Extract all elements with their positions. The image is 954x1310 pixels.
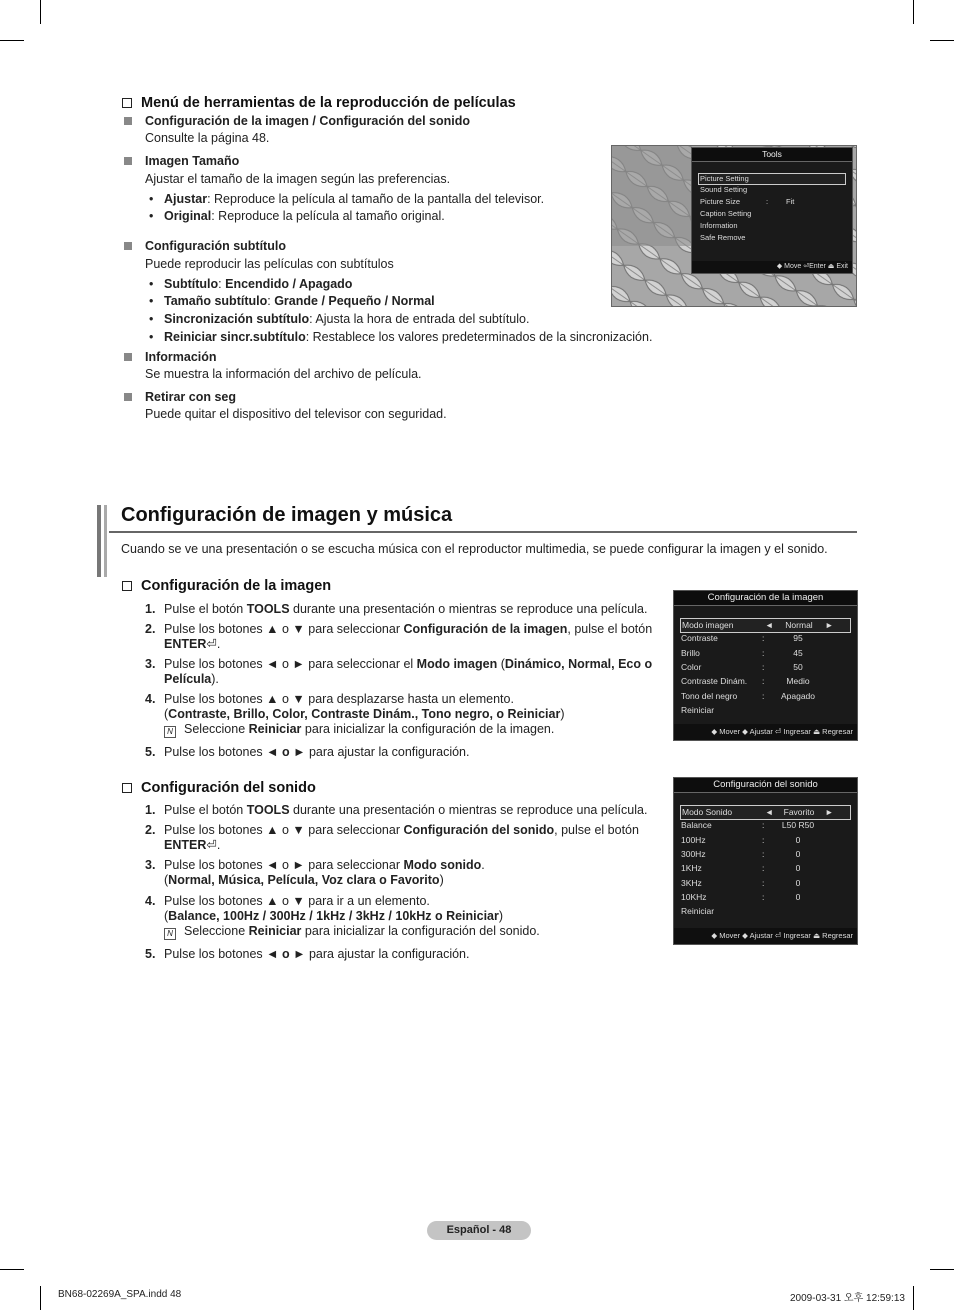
- page-number-badge: Español - 48: [427, 1221, 531, 1240]
- osd-item-value: Apagado: [780, 690, 816, 701]
- osd-item-value: 45: [793, 647, 803, 658]
- step-item: [145, 823, 639, 853]
- osd-menu-item[interactable]: [680, 877, 851, 890]
- osd-menu-item[interactable]: [680, 618, 851, 633]
- checkbox-icon: [122, 98, 132, 108]
- osd-item-value: Normal: [785, 620, 813, 630]
- osd-item-label: 10KHz: [681, 891, 707, 902]
- osd-item-label: Modo imagen: [682, 620, 734, 630]
- item-desc: Ajustar el tamaño de la imagen según las preferencias.: [145, 172, 451, 186]
- step-number: 2.: [145, 622, 156, 636]
- osd-menu-item[interactable]: [680, 848, 851, 861]
- item-title: [124, 114, 470, 128]
- title-underline: [109, 531, 857, 533]
- tools-menu-item[interactable]: Sound Setting: [700, 185, 748, 194]
- right-arrow-icon[interactable]: ►: [825, 620, 834, 630]
- step-item: [145, 622, 652, 652]
- osd-menu-item[interactable]: [680, 675, 851, 688]
- item-desc: Consulte la página 48.: [145, 131, 270, 145]
- step-number: 5.: [145, 947, 156, 961]
- item-title-text: Imagen Tamaño: [145, 154, 240, 168]
- step-item: [145, 657, 652, 687]
- item-title-text: Configuración de la imagen / Configuración del sonido: [145, 114, 471, 128]
- image-heading-text: Configuración de la imagen: [141, 578, 332, 594]
- step-text: Pulse los botones ◄ o ► para ajustar la configuración.: [164, 745, 470, 759]
- osd-menu-item[interactable]: [680, 805, 851, 820]
- item-desc: Puede reproducir las películas con subtítulos: [145, 257, 394, 271]
- sound-menu-title: Configuración del sonido: [674, 778, 857, 793]
- step-item: [145, 803, 647, 818]
- step-text: Pulse los botones ◄ o ► para ajustar la configuración.: [164, 947, 470, 961]
- osd-menu-item[interactable]: [680, 819, 851, 832]
- step-number: 4.: [145, 894, 156, 908]
- item-desc: Puede quitar el dispositivo del televisor con seguridad.: [145, 407, 447, 421]
- image-menu-title: Configuración de la imagen: [674, 591, 857, 606]
- osd-item-label: 3KHz: [681, 877, 702, 888]
- step-text: Pulse los botones ▲ o ▼ para ir a un elemento. (Balance, 100Hz / 300Hz / 1kHz / 3kHz / 10kHz o Reiniciar) N Seleccione Reiniciar para inicializar la configuración del sonido.: [164, 894, 540, 938]
- step-text: Pulse el botón TOOLS durante una presentación o mientras se reproduce una película.: [164, 803, 648, 817]
- image-menu-footer: ◆ Mover ◆ Ajustar ⏎ Ingresar ⏏ Regresar: [674, 724, 857, 740]
- tools-menu: [691, 147, 853, 274]
- osd-item-label: Tono del negro: [681, 690, 738, 701]
- osd-colon: :: [762, 848, 765, 859]
- step-number: 4.: [145, 692, 156, 706]
- osd-item-label: 100Hz: [681, 834, 706, 845]
- osd-menu-item[interactable]: [680, 891, 851, 904]
- bullet-item: • Original: Reproduce la película al tamaño original.: [149, 209, 445, 223]
- osd-colon: :: [762, 661, 765, 672]
- osd-colon: :: [762, 834, 765, 845]
- osd-menu-item[interactable]: [680, 862, 851, 875]
- tools-menu-footer: ◆ Move ⏎Enter ⏏ Exit: [692, 261, 852, 273]
- step-item: [145, 947, 469, 962]
- image-heading: [122, 578, 331, 594]
- left-arrow-icon[interactable]: ◄: [765, 807, 774, 817]
- step-number: 3.: [145, 657, 156, 671]
- step-text: Pulse los botones ◄ o ► para seleccionar Modo sonido. (Normal, Música, Película, Voz clara o Favorito): [164, 858, 485, 887]
- item-title-text: Retirar con seg: [145, 390, 237, 404]
- step-item: [145, 745, 469, 760]
- osd-item-label: Reiniciar: [681, 906, 715, 917]
- crop-mark: [930, 1269, 954, 1270]
- crop-mark: [930, 40, 954, 41]
- page-title: Configuración de imagen y música: [121, 504, 453, 526]
- step-number: 1.: [145, 803, 156, 817]
- checkbox-icon: [122, 581, 132, 591]
- osd-menu-item[interactable]: [680, 690, 851, 703]
- bullet-item: • Subtítulo: Encendido / Apagado: [149, 277, 352, 291]
- step-item: [145, 894, 540, 940]
- tools-menu-item[interactable]: Picture Size : Fit: [700, 197, 795, 206]
- print-date: 2009-03-31 오후 12:59:13: [790, 1293, 905, 1304]
- square-bullet-icon: [124, 393, 132, 401]
- bullet-item: • Reiniciar sincr.subtítulo: Restablece los valores predeterminados de la sincronización.: [149, 330, 652, 344]
- osd-item-label: 300Hz: [681, 848, 706, 859]
- checkbox-icon: [122, 783, 132, 793]
- step-text: Pulse los botones ▲ o ▼ para desplazarse hasta un elemento. (Contraste, Brillo, Color, Contraste Dinám., Tono negro, o Reiniciar) N Seleccione Reiniciar para inicializar la configuración de la imagen.: [164, 692, 565, 736]
- file-name: BN68-02269A_SPA.indd 48: [58, 1289, 182, 1300]
- tools-menu-item[interactable]: Picture Setting: [698, 173, 846, 185]
- item-title-text: Configuración subtítulo: [145, 239, 286, 253]
- tools-menu-item[interactable]: Caption Setting: [700, 209, 752, 218]
- tools-heading: [122, 95, 516, 111]
- square-bullet-icon: [124, 242, 132, 250]
- osd-item-label: Brillo: [681, 647, 700, 658]
- item-title-text: Información: [145, 350, 217, 364]
- sound-settings-menu: [673, 777, 858, 945]
- right-arrow-icon[interactable]: ►: [825, 807, 834, 817]
- osd-menu-item[interactable]: [680, 632, 851, 645]
- sound-heading: [122, 780, 316, 796]
- bullet-item: • Tamaño subtítulo: Grande / Pequeño / Normal: [149, 294, 435, 308]
- crop-mark: [0, 1269, 24, 1270]
- osd-item-label: Modo Sonido: [682, 807, 733, 817]
- step-text: Pulse los botones ◄ o ► para seleccionar el Modo imagen (Dinámico, Normal, Eco o Película).: [164, 657, 653, 686]
- square-bullet-icon: [124, 157, 132, 165]
- osd-item-value: 95: [793, 633, 803, 644]
- square-bullet-icon: [124, 353, 132, 361]
- osd-colon: :: [762, 891, 765, 902]
- osd-item-label: Contraste: [681, 633, 718, 644]
- item-title: [124, 154, 239, 168]
- step-number: 2.: [145, 823, 156, 837]
- osd-item-label: Color: [681, 661, 702, 672]
- step-item: [145, 858, 485, 888]
- crop-mark: [913, 0, 914, 24]
- osd-item-label: Contraste Dinám.: [681, 676, 748, 687]
- step-text: Pulse los botones ▲ o ▼ para seleccionar Configuración de la imagen, pulse el botón ENTER⏎.: [164, 622, 653, 651]
- osd-colon: :: [762, 820, 765, 831]
- tools-heading-text: Menú de herramientas de la reproducción de películas: [141, 95, 516, 111]
- osd-menu-item[interactable]: [680, 834, 851, 847]
- bullet-item: • Sincronización subtítulo: Ajusta la hora de entrada del subtítulo.: [149, 312, 529, 326]
- osd-item-label: Reiniciar: [681, 704, 715, 715]
- osd-item-value: L50 R50: [781, 820, 815, 831]
- osd-item-label: Balance: [681, 820, 712, 831]
- item-title: [124, 390, 236, 404]
- osd-colon: :: [762, 647, 765, 658]
- osd-item-value: Medio: [786, 676, 810, 687]
- section-bar: [97, 505, 101, 577]
- step-number: 5.: [145, 745, 156, 759]
- osd-menu-item[interactable]: [680, 704, 851, 717]
- osd-item-value: 0: [795, 834, 801, 845]
- osd-item-label: 1KHz: [681, 863, 702, 874]
- osd-menu-item[interactable]: [680, 905, 851, 918]
- item-title: [124, 239, 286, 253]
- osd-colon: :: [762, 863, 765, 874]
- osd-colon: :: [762, 877, 765, 888]
- step-item: [145, 692, 565, 738]
- square-bullet-icon: [124, 117, 132, 125]
- step-number: 1.: [145, 602, 156, 616]
- left-arrow-icon[interactable]: ◄: [765, 620, 774, 630]
- crop-mark: [40, 0, 41, 24]
- step-text: Pulse el botón TOOLS durante una presentación o mientras se reproduce una película.: [164, 602, 648, 616]
- image-settings-menu: [673, 590, 858, 741]
- item-desc: Se muestra la información del archivo de película.: [145, 367, 422, 381]
- item-title: [124, 350, 217, 364]
- osd-colon: :: [762, 690, 765, 701]
- sound-heading-text: Configuración del sonido: [141, 780, 316, 796]
- step-text: Pulse los botones ▲ o ▼ para seleccionar Configuración del sonido, pulse el botón ENTER⏎.: [164, 823, 639, 852]
- bullet-item: • Ajustar: Reproduce la película al tamaño de la pantalla del televisor.: [149, 192, 544, 206]
- tools-menu-item[interactable]: Safe Remove: [700, 233, 746, 242]
- osd-item-value: 0: [795, 848, 801, 859]
- osd-menu-item[interactable]: [680, 647, 851, 660]
- osd-colon: :: [762, 633, 765, 644]
- section-bar: [104, 505, 107, 577]
- intro-text: Cuando se ve una presentación o se escucha música con el reproductor multimedia, se puede configurar la imagen y el sonido.: [121, 542, 828, 556]
- osd-item-value: Favorito: [783, 807, 815, 817]
- tv-screenshot: [611, 145, 857, 307]
- step-item: [145, 602, 647, 617]
- osd-item-value: 0: [795, 863, 801, 874]
- osd-item-value: 0: [795, 877, 801, 888]
- osd-item-value: 50: [793, 661, 803, 672]
- tools-menu-item[interactable]: Information: [700, 221, 738, 230]
- step-number: 3.: [145, 858, 156, 872]
- crop-mark: [40, 1286, 41, 1310]
- crop-mark: [0, 40, 24, 41]
- osd-colon: :: [762, 676, 765, 687]
- osd-item-value: 0: [795, 891, 801, 902]
- crop-mark: [913, 1286, 914, 1310]
- osd-menu-item[interactable]: [680, 661, 851, 674]
- sound-menu-footer: ◆ Mover ◆ Ajustar ⏎ Ingresar ⏏ Regresar: [674, 928, 857, 944]
- tools-menu-title: Tools: [692, 148, 852, 162]
